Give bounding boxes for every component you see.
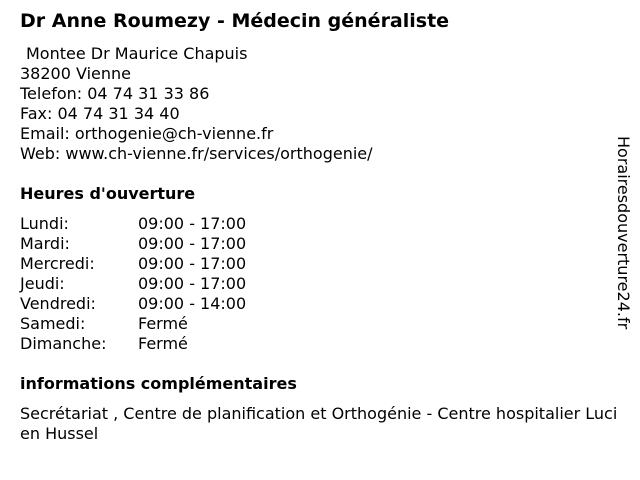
hours-heading: Heures d'ouverture	[20, 184, 196, 203]
info-heading: informations complémentaires	[20, 374, 297, 393]
watermark-text: Horairesdouverture24.fr	[614, 136, 633, 330]
address-street: Montee Dr Maurice Chapuis	[26, 44, 248, 63]
page-title: Dr Anne Roumezy - Médecin généraliste	[20, 10, 450, 32]
hours-time: 09:00 - 17:00	[138, 214, 247, 233]
address-city: 38200 Vienne	[20, 64, 131, 83]
hours-day: Jeudi:	[20, 274, 65, 293]
hours-day: Lundi:	[20, 214, 69, 233]
hours-time: 09:00 - 17:00	[138, 274, 247, 293]
hours-time: 09:00 - 14:00	[138, 294, 247, 313]
hours-day: Vendredi:	[20, 294, 96, 313]
info-text: Secrétariat , Centre de planification et Orthogénie - Centre hospitalier Lucien Hussel	[20, 404, 618, 443]
phone-line: Telefon: 04 74 31 33 86	[20, 84, 210, 103]
hours-day: Mercredi:	[20, 254, 95, 273]
email-line: Email: orthogenie@ch-vienne.fr	[20, 124, 274, 143]
fax-line: Fax: 04 74 31 34 40	[20, 104, 180, 123]
hours-day: Mardi:	[20, 234, 70, 253]
hours-time: 09:00 - 17:00	[138, 254, 247, 273]
hours-time: Fermé	[138, 334, 188, 353]
hours-time: Fermé	[138, 314, 188, 333]
hours-day: Samedi:	[20, 314, 86, 333]
hours-time: 09:00 - 17:00	[138, 234, 247, 253]
watermark	[612, 136, 634, 346]
web-line: Web: www.ch-vienne.fr/services/orthogenie/	[20, 144, 373, 163]
contact-block	[20, 44, 373, 164]
hours-day: Dimanche:	[20, 334, 107, 353]
